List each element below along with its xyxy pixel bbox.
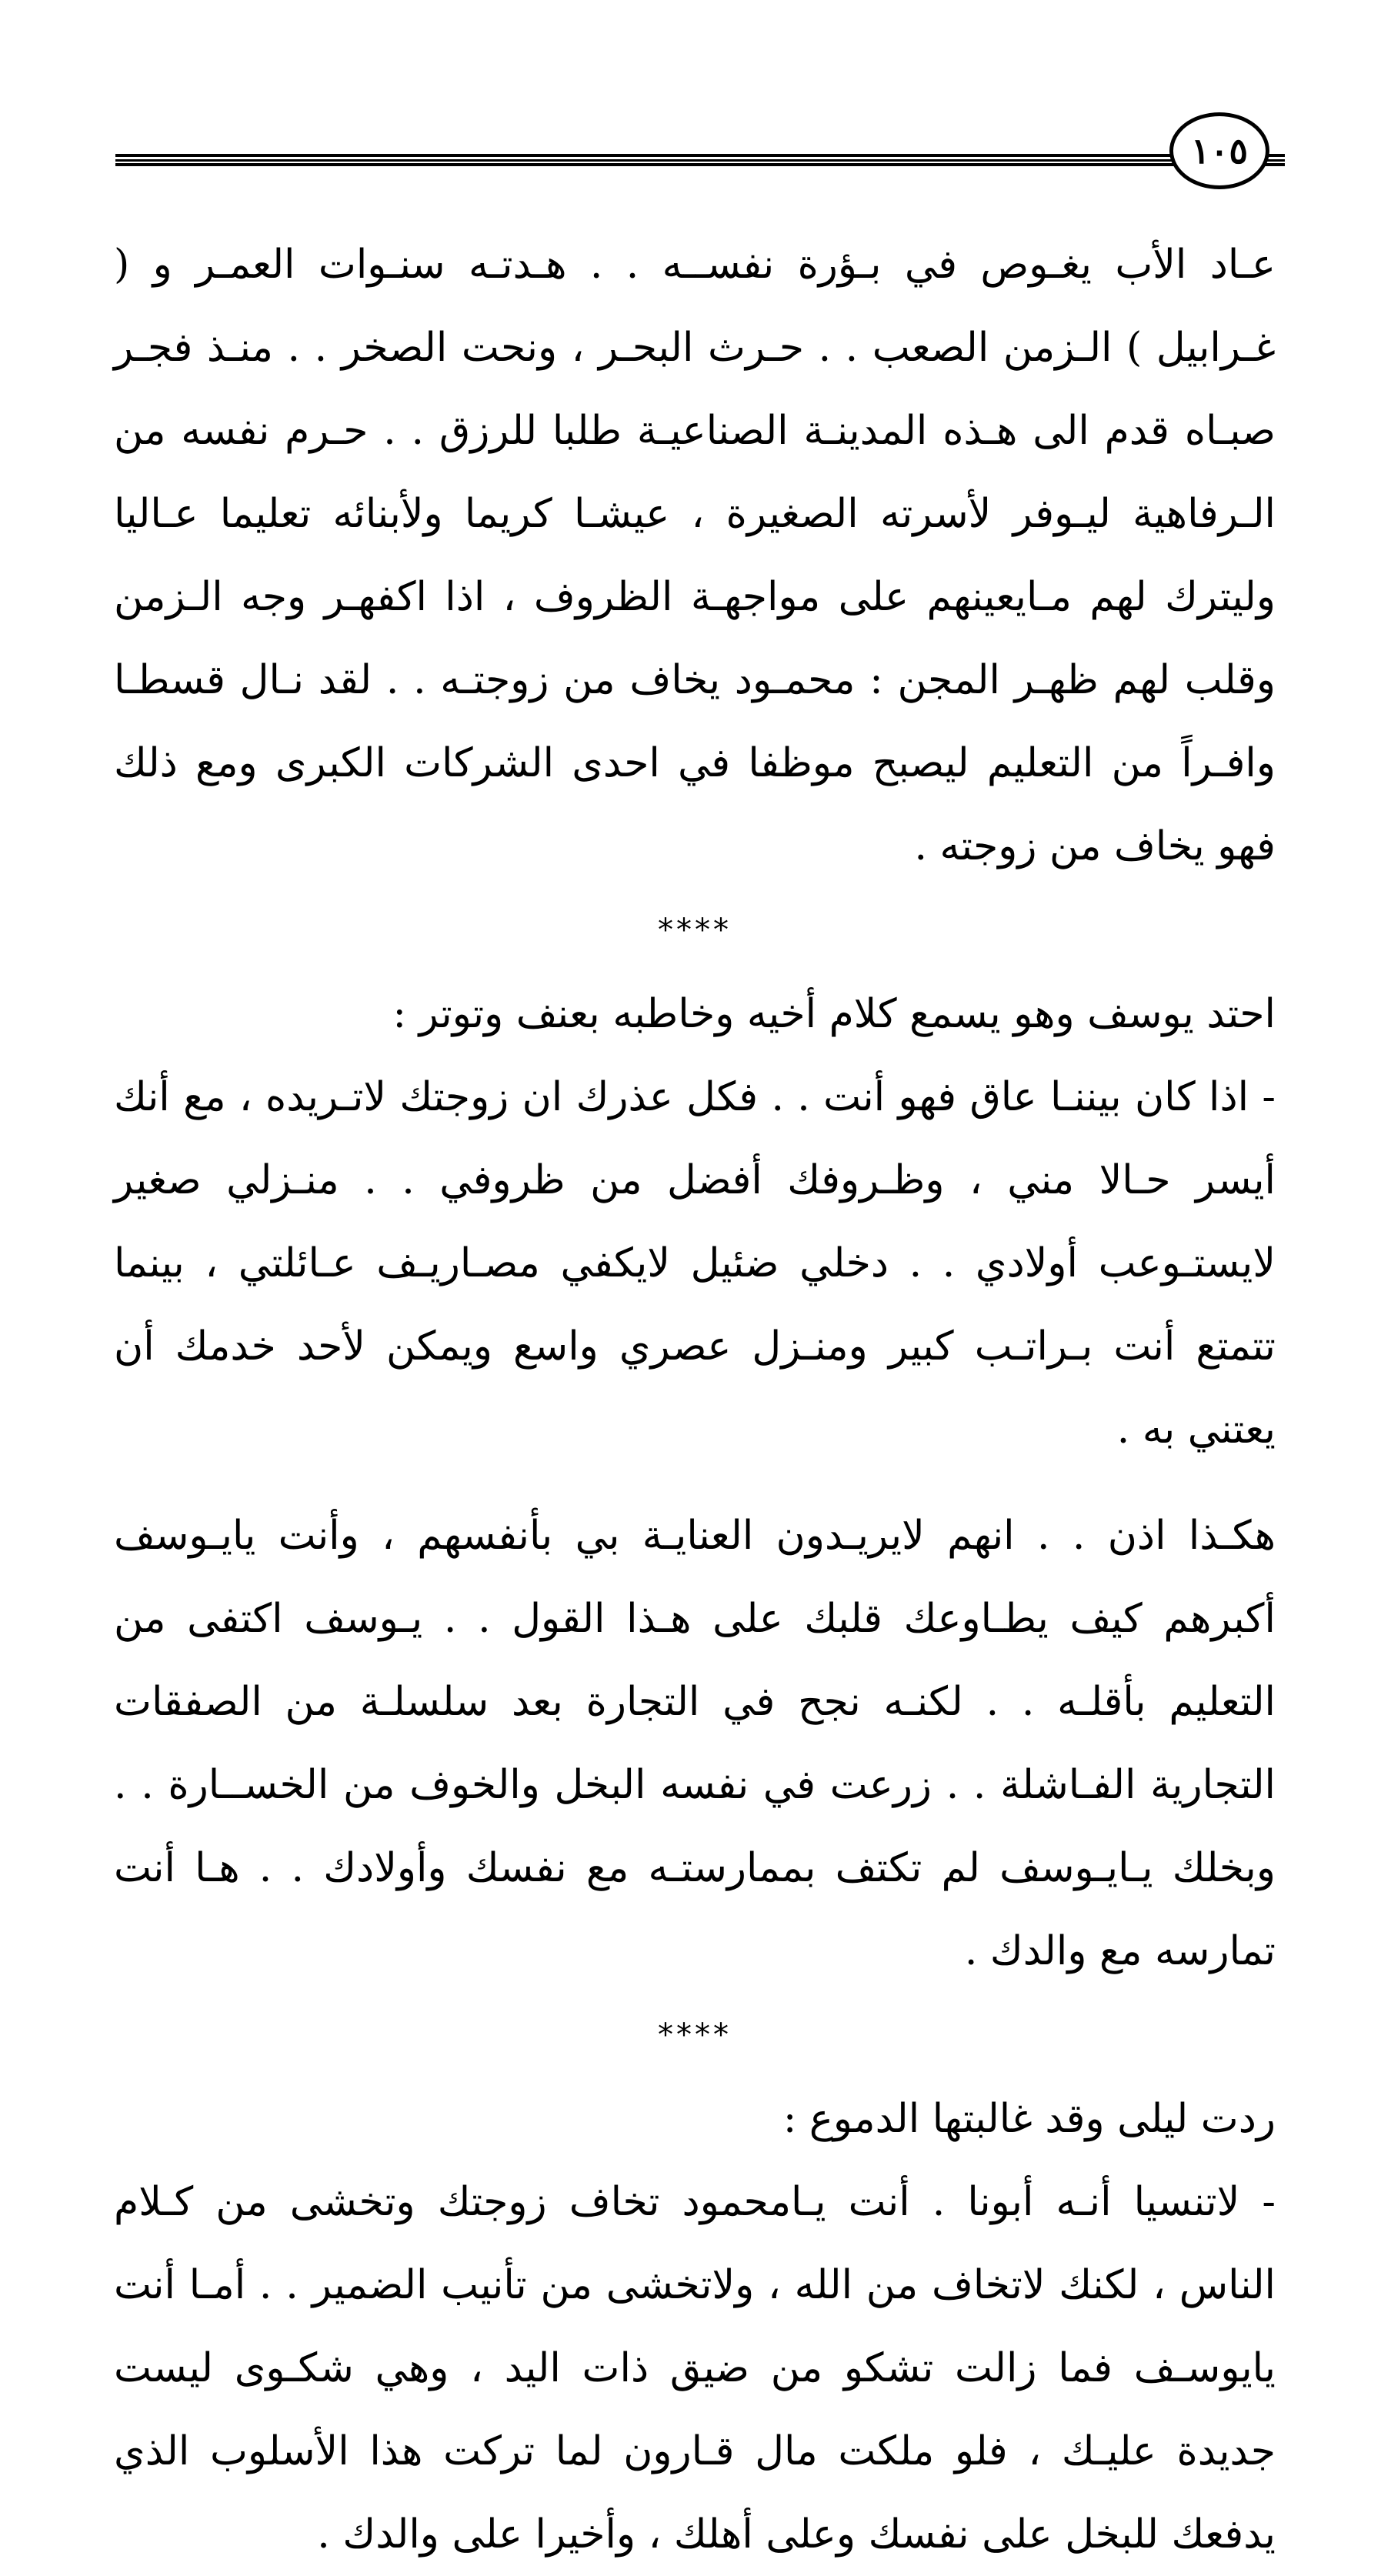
header-rule [115, 154, 1285, 166]
section-separator-2: **** [658, 2017, 732, 2053]
paragraph-3: - اذا كان بيننـا عاق فهو أنت . . فكل عذرك ان زوجتك لاتـريده ، مع أنك أيسر حـالا مني ، وظـروفك أفضل من ظروفي . . منـزلي صغير لايستـوعب أولادي . . دخلي ضئيل لايكفي مصـاريـف عـائلتي ، بينما تتمتع أنت بـراتـب كبير ومنـزل عصري واسع ويمكن لأحد خدمك أن يعتني به . [114, 1074, 1276, 1453]
paragraph-5: ردت ليلى وقد غالبتها الدموع : [782, 2096, 1276, 2142]
paragraph-6: - لاتنسيا أنـه أبونا . أنت يـامحمود تخاف زوجتك وتخشى من كـلام الناس ، لكنك لاتخاف من الله ، ولاتخشى من تأنيب الضمير . . أمـا أنت يايوسـف فما زالت تشكو من ضيق ذات اليد ، وهي شكـوى ليست جديدة عليـك ، فلو ملكت مال قـارون لما تركت هذا الأسلوب الذي يدفعك للبخل على نفسك وعلى أهلك ، وأخيرا على والدك . [114, 2179, 1276, 2558]
page-header [115, 100, 1285, 185]
paragraph-2: احتد يوسف وهو يسمع كلام أخيه وخاطبه بعنف وتوتر : [392, 991, 1276, 1037]
paragraph-1: عـاد الأب يغـوص في بـؤرة نفســه . . هـدتـه سنـوات العمـر و ( غـرابيل ) الـزمن الصعب . . حـرث البحـر ، ونحت الصخر . . منـذ فجـر صبـاه قدم الى هـذه المدينـة الصناعيـة طلبا للرزق . . حـرم نفسه من الـرفاهية ليـوفر لأسرته الصغيرة ، عيشـا كريما ولأبنائه تعليما عـاليا وليترك لهم مـايعينهم على مواجهـة الظروف ، اذا اكفهـر وجه الـزمن وقلب لهم ظهـر المجن : محمـود يخاف من زوجتـه . . لقد نـال قسطـا وافـراً من التعليم ليصبح موظفا في احدى الشركات الكبرى ومع ذلك فهو يخاف من زوجته . [114, 242, 1276, 869]
header-rule-inner-line [115, 159, 1285, 162]
page-number-badge [1169, 112, 1269, 189]
paragraph-4: هكـذا اذن . . انهم لايريـدون العنايـة بي بأنفسهم ، وأنت يايـوسف أكبرهم كيف يطـاوعك قلبك على هـذا القول . . يـوسف اكتفى من التعليم بأقلـه . . لكنـه نجح في التجارة بعد سلسلـة من الصفقات التجارية الفـاشلة . . زرعت في نفسه البخل والخوف من الخســارة . . وبخلك يـايـوسف لم تكتف بممارستـه مع نفسك وأولادك . . هـا أنت تمارسه مع والدك . [114, 1513, 1276, 1974]
section-separator-1: **** [658, 913, 732, 948]
page-number: ١٠٥ [1190, 130, 1249, 172]
page-body [114, 223, 1276, 2576]
